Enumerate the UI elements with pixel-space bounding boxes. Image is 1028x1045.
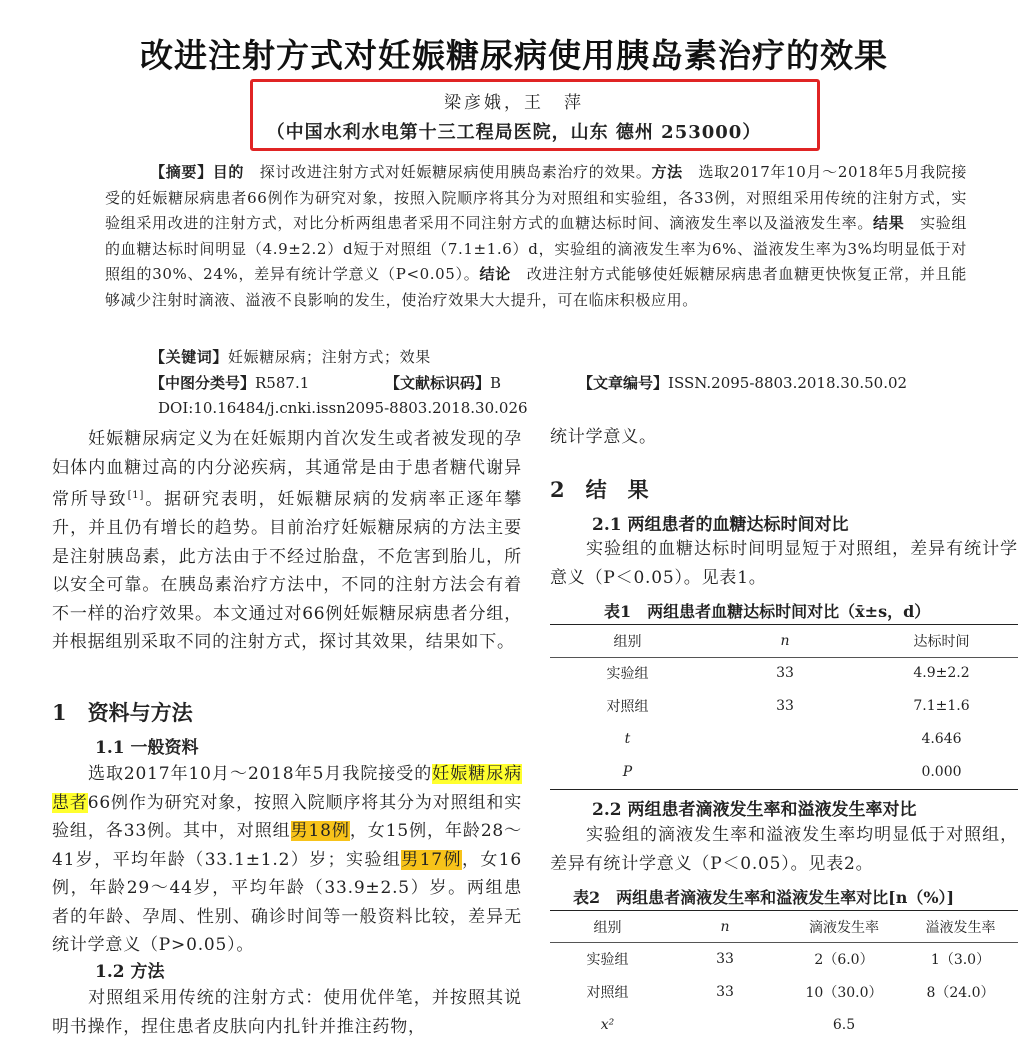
table-row: x² 6.5: [600, 1016, 856, 1033]
abstract-label: 【摘要】: [150, 163, 213, 181]
table-header-row: 组别 n 滴液发生率 溢液发生率: [593, 919, 996, 936]
table-row: t 4.646: [624, 730, 962, 747]
keywords-label: 【关键词】: [150, 348, 229, 366]
table-2-head-rule: [550, 942, 1018, 943]
abstract: [105, 160, 967, 313]
table-1-bottom-rule: [550, 789, 1018, 790]
article-title: 改进注射方式对妊娠糖尿病使用胰岛素治疗的效果: [140, 36, 888, 75]
highlight-patients: 妊娠糖尿病患者: [52, 764, 522, 813]
table-2-top-rule: [550, 910, 1018, 911]
abstract-methods-label: 方法: [651, 163, 683, 181]
table-header-row: 组别 n 达标时间: [613, 633, 970, 650]
continued-text: 统计学意义。: [550, 427, 657, 447]
intro-paragraph: 妊娠糖尿病定义为在妊娠期内首次发生或者被发现的孕妇体内血糖过高的内分泌疾病，其通常是由于患者糖代谢异常所导致[1]。据研究表明，妊娠糖尿病的发病率正逐年攀升，并且仍有增长的趋势。目前治疗妊娠糖尿病的方法主要是注射胰岛素，此方法由于不经过胎盘，不危害到胎儿，所以安全可靠。在胰岛素治疗方法中，不同的注射方法会有着不一样的治疗效果。本文通过对66例妊娠糖尿病患者分组，并根据组别采取不同的注射方式，探讨其效果，结果如下。: [52, 429, 523, 653]
abstract-purpose: 探讨改进注射方式对妊娠糖尿病使用胰岛素治疗的效果。: [259, 163, 652, 181]
section-1-2-heading: 1.2 方法: [95, 962, 165, 982]
art-label: 【文章编号】: [578, 374, 669, 392]
abstract-results: 实验组的血糖达标时间明显（4.9±2.2）d短于对照组（7.1±1.6）d，实验组的滴液发生率为6%、溢液发生率为3%均明显低于对照组的30%、24%，差异有统计学意义（P<0.05）。: [105, 214, 968, 283]
table-row: 对照组 33 10（30.0） 8（24.0）: [586, 983, 995, 1001]
doc-value: B: [490, 374, 502, 392]
table-row: 实验组 33 2（6.0） 1（3.0）: [586, 950, 991, 968]
affiliation: （中国水利水电第十三工程局医院，山东 德州 253000）: [266, 122, 762, 143]
table-1-head-rule: [550, 657, 1018, 658]
section-1-heading: 1 资料与方法: [52, 700, 193, 725]
paragraph-1-2: 对照组采用传统的注射方式：使用优伴笔，并按照其说明书操作，捏住患者皮肤向内扎针并推注药物，: [52, 988, 522, 1037]
section-1-1-heading: 1.1 一般资料: [95, 738, 199, 758]
highlight-male-18: 男18例: [290, 821, 350, 841]
highlight-box: [250, 79, 820, 151]
clc-value: R587.1: [255, 374, 310, 392]
abstract-methods: 选取2017年10月～2018年5月我院接受的妊娠糖尿病患者66例作为研究对象，按照入院顺序将其分为对照组和实验组，各33例，对照组采用传统的注射方式，实验组采用改进的注射方式，对比分析两组患者采用不同注射方式的血糖达标时间、滴液发生率以及溢液发生率。: [105, 163, 967, 232]
clc-label: 【中图分类号】: [150, 374, 256, 392]
table-1-top-rule: [550, 624, 1018, 625]
table-2: [550, 912, 1018, 1041]
abstract-results-label: 结果: [873, 214, 905, 232]
table-row: 实验组 33 4.9±2.2: [606, 664, 970, 682]
paragraph-2-1: 实验组的血糖达标时间明显短于对照组，差异有统计学意义（P＜0.05）。见表1。: [550, 539, 1018, 588]
keywords-value: 妊娠糖尿病；注射方式；效果: [228, 348, 431, 366]
highlight-male-17: 男17例: [401, 849, 462, 870]
table-1-caption: 表1 两组患者血糖达标时间对比（x̄±s，d）: [604, 602, 931, 621]
abstract-purpose-label: 目的: [212, 163, 245, 181]
paragraph-1-1: 选取2017年10月～2018年5月我院接受的妊娠糖尿病患者66例作为研究对象，按照入院顺序将其分为对照组和实验组，各33例。其中，对照组男18例，女15例，年龄28～41岁，平均年龄（33.1±1.2）岁；实验组男17例，女16例，年龄29～44岁，平均年龄（33.9±2.5）岁。两组患者的年龄、孕周、性别、确诊时间等一般资料比较，差异无统计学意义（P>0.05）。: [52, 764, 522, 955]
abstract-conclusion-label: 结论: [479, 265, 511, 283]
authors: 梁彦娥，王 萍: [444, 93, 584, 113]
table-2-caption: 表2 两组患者滴液发生率和溢液发生率对比[n（%）]: [573, 888, 955, 907]
table-row: P 0.000: [622, 763, 962, 780]
art-value: ISSN.2095-8803.2018.30.50.02: [668, 374, 908, 392]
keywords: [150, 346, 431, 367]
paragraph-2-2: 实验组的滴液发生率和溢液发生率均明显低于对照组，差异有统计学意义（P＜0.05）。见表2。: [550, 825, 1018, 874]
table-1: [550, 626, 1018, 788]
document-code: [385, 372, 501, 393]
doc-label: 【文献标识码】: [385, 374, 491, 392]
table-row: 对照组 33 7.1±1.6: [606, 697, 970, 715]
section-2-2-heading: 2.2 两组患者滴液发生率和溢液发生率对比: [592, 800, 917, 820]
citation-ref: [1]: [127, 490, 145, 501]
clc-number: [150, 372, 309, 393]
doi: DOI:10.16484/j.cnki.issn2095-8803.2018.30.026: [158, 399, 528, 417]
section-2-heading: 2 结 果: [550, 477, 649, 502]
abstract-conclusion: 改进注射方式能够使妊娠糖尿病患者血糖更快恢复正常，并且能够减少注射时滴液、溢液不良影响的发生，使治疗效果大大提升，可在临床积极应用。: [105, 265, 967, 309]
article-number: [578, 372, 907, 393]
section-2-1-heading: 2.1 两组患者的血糖达标时间对比: [592, 515, 849, 535]
